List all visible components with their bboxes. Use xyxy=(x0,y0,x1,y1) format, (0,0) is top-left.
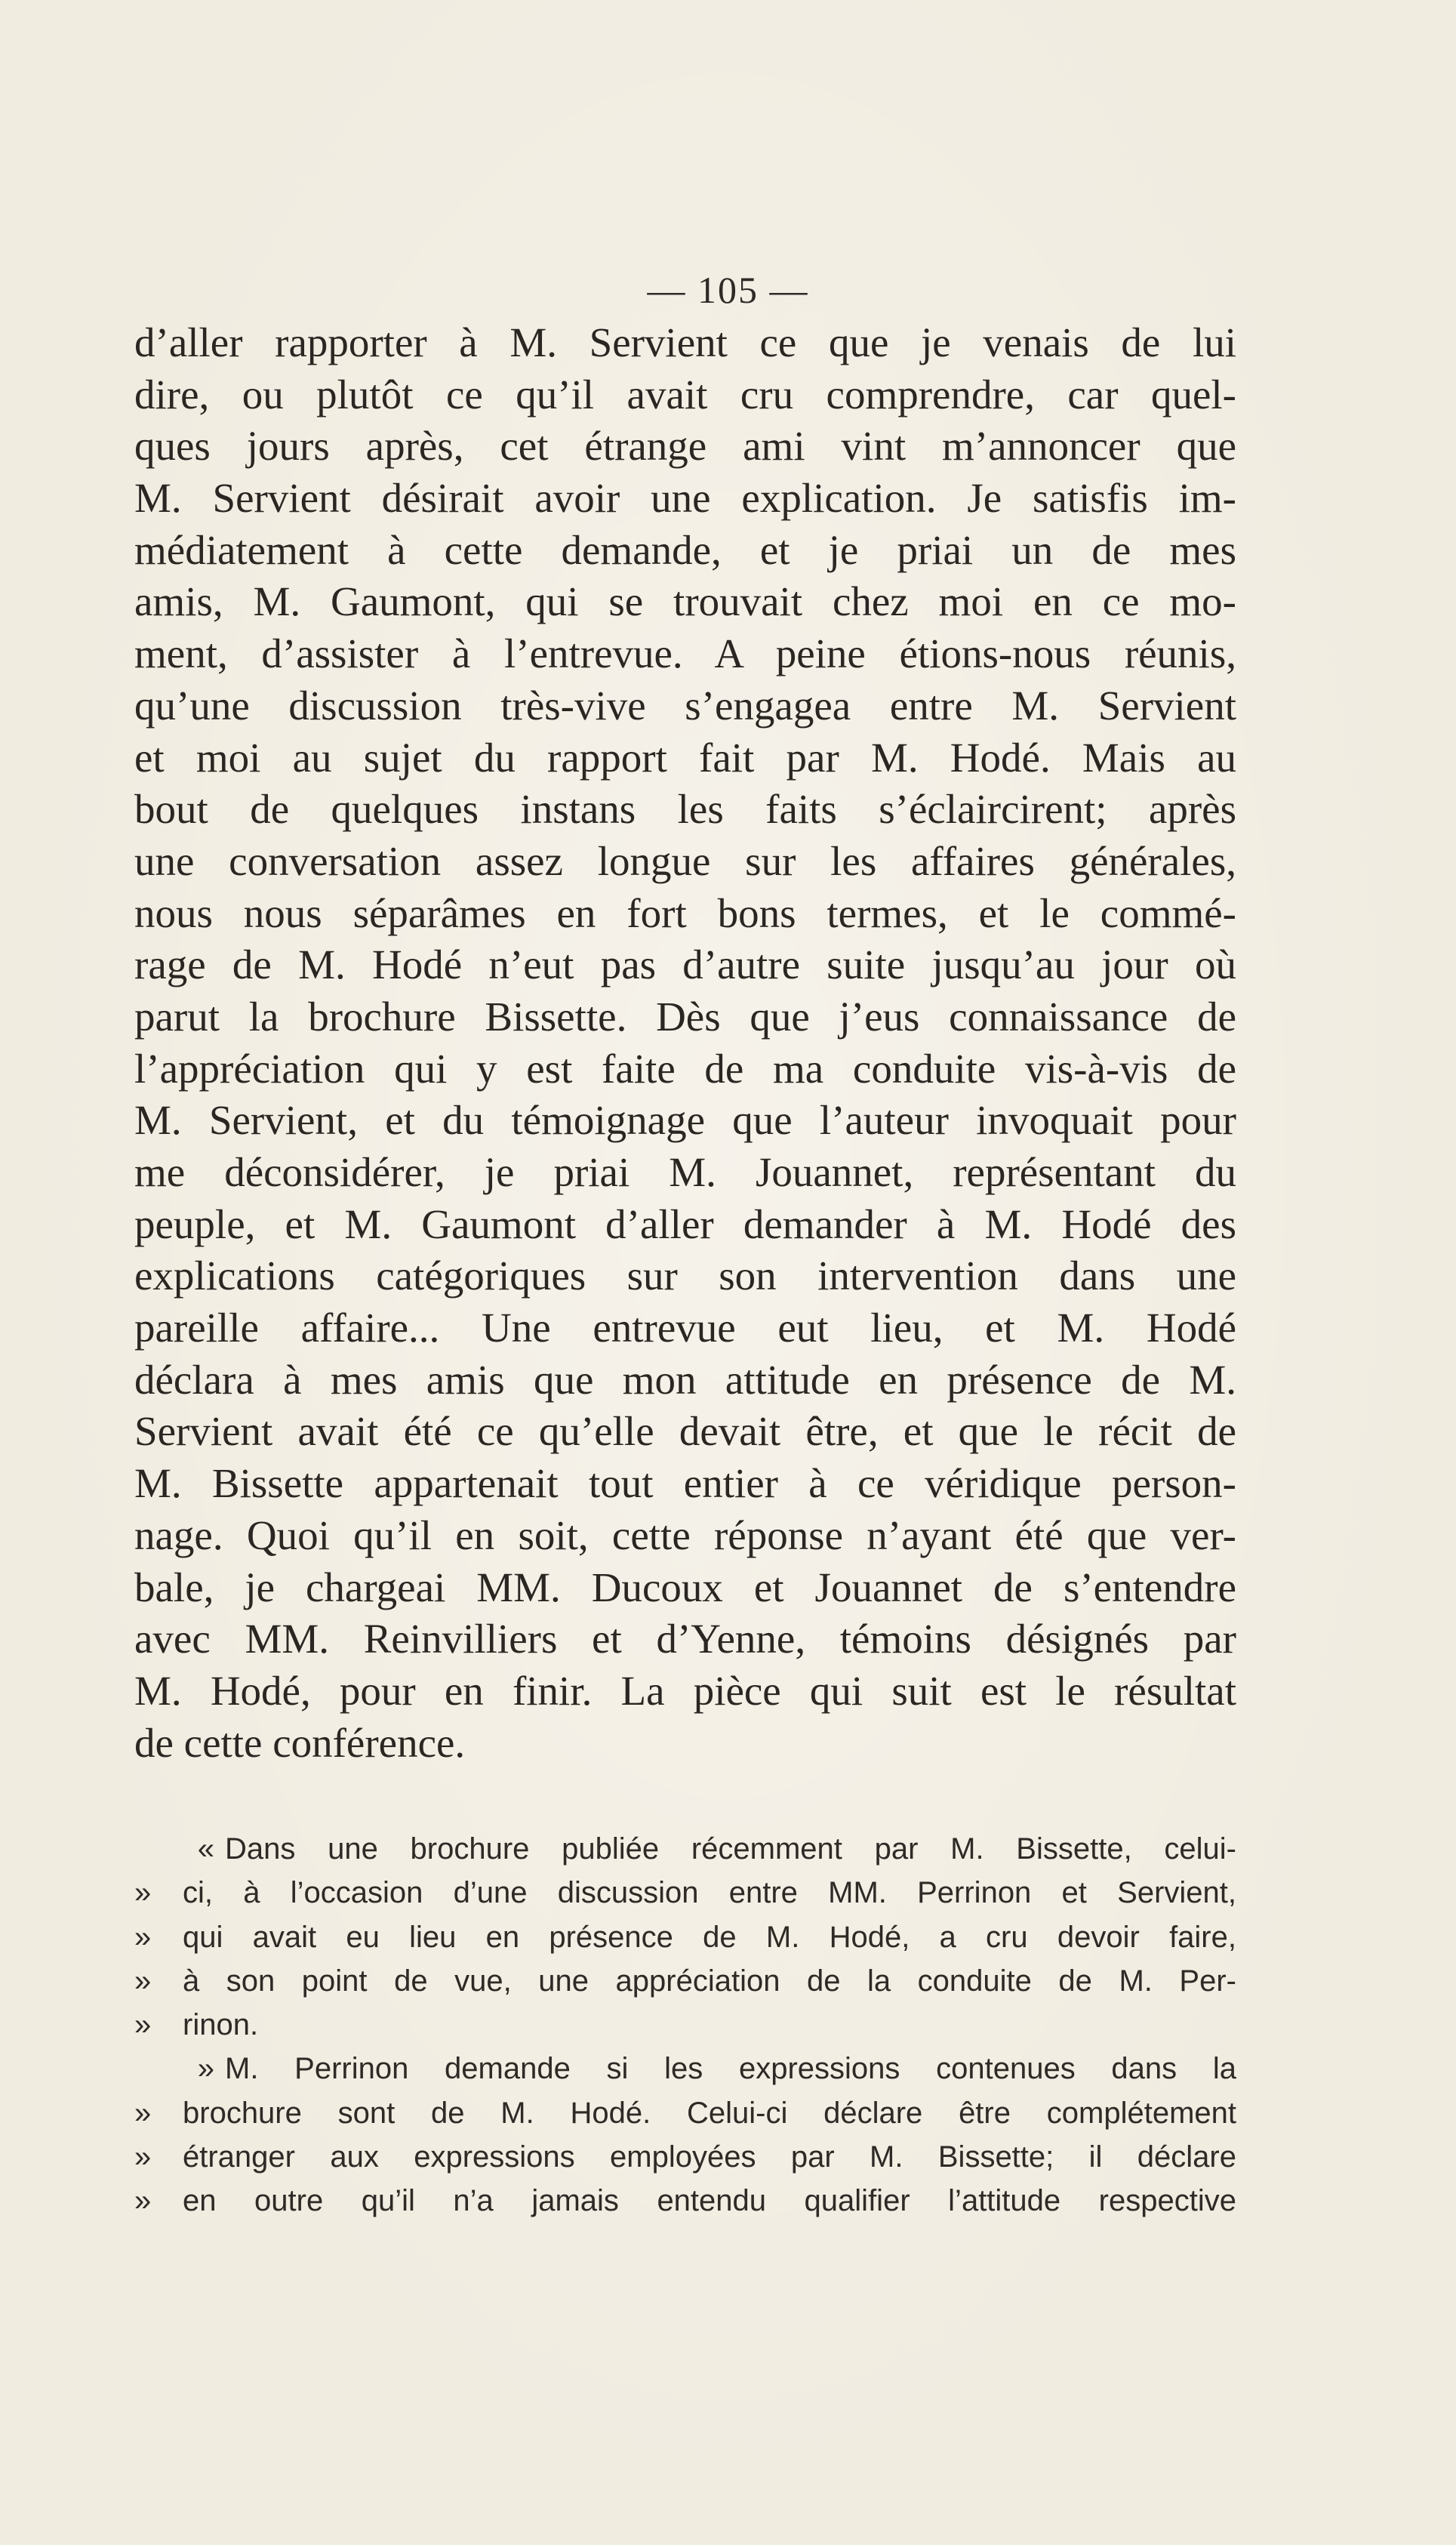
body-line: pareille affaire... Une entrevue eut lieu, et M. Hodé xyxy=(134,1305,1236,1351)
quote-line xyxy=(134,1915,1236,1959)
body-line: déclara à mes amis que mon attitude en présence de M. xyxy=(134,1356,1236,1403)
body-line: M. Servient, et du témoignage que l’auteur invoquait pour xyxy=(134,1097,1236,1144)
body-line: explications catégoriques sur son intervention dans une xyxy=(134,1252,1236,1299)
quote-line xyxy=(134,2135,1236,2179)
quote-mark: « xyxy=(197,1832,214,1866)
body-line: dire, ou plutôt ce qu’il avait cru comprendre, car quel- xyxy=(134,371,1236,417)
body-line: d’aller rapporter à M. Servient ce que je venais de lui xyxy=(134,319,1236,365)
quote-mark: » xyxy=(197,2052,214,2086)
body-line: avec MM. Reinvilliers et d’Yenne, témoins désignés par xyxy=(134,1616,1236,1662)
quote-mark: » xyxy=(134,2008,152,2042)
quote-line xyxy=(134,2003,1236,2047)
quote-mark: » xyxy=(134,2140,152,2174)
body-line: amis, M. Gaumont, qui se trouvait chez moi en ce mo- xyxy=(134,578,1236,625)
quote-line xyxy=(134,1827,1236,1871)
quote-text: brochure sont de M. Hodé. Celui-ci déclare être complétement xyxy=(183,2096,1236,2130)
body-line: nous nous séparâmes en fort bons termes, et le commé- xyxy=(134,889,1236,936)
body-line: bout de quelques instans les faits s’éclaircirent; après xyxy=(134,786,1236,833)
quote-text: Dans une brochure publiée récemment par M. Bissette, celui- xyxy=(225,1832,1236,1866)
body-line: parut la brochure Bissette. Dès que j’eus connaissance de xyxy=(134,993,1236,1040)
quote-text: à son point de vue, une appréciation de la conduite de M. Per- xyxy=(183,1964,1236,1998)
quote-text: M. Perrinon demande si les expressions contenues dans la xyxy=(225,2052,1236,2086)
body-line: qu’une discussion très-vive s’engagea entre M. Servient xyxy=(134,682,1236,729)
quote-mark: » xyxy=(134,2096,152,2130)
body-line: et moi au sujet du rapport fait par M. Hodé. Mais au xyxy=(134,734,1236,781)
quote-text: qui avait eu lieu en présence de M. Hodé, a cru devoir faire, xyxy=(183,1920,1236,1954)
quote-mark: » xyxy=(134,1964,152,1998)
quote-line xyxy=(134,2179,1236,2223)
quote-mark: » xyxy=(134,1920,152,1954)
body-line: de cette conférence. xyxy=(134,1719,466,1766)
quote-text: en outre qu’il n’a jamais entendu qualifier l’attitude respective xyxy=(183,2184,1236,2218)
body-line: médiatement à cette demande, et je priai un de mes xyxy=(134,526,1236,573)
body-line: me déconsidérer, je priai M. Jouannet, représentant du xyxy=(134,1149,1236,1195)
quote-mark: » xyxy=(134,2184,152,2218)
page-number: — 105 — xyxy=(647,269,809,311)
body-line: ques jours après, cet étrange ami vint m’annoncer que xyxy=(134,423,1236,470)
body-line: Servient avait été ce qu’elle devait être, et que le récit de xyxy=(134,1408,1236,1455)
quote-line xyxy=(134,2091,1236,2135)
body-line: nage. Quoi qu’il en soit, cette réponse n’ayant été que ver- xyxy=(134,1511,1236,1558)
body-line: M. Bissette appartenait tout entier à ce véridique person- xyxy=(134,1460,1236,1507)
body-line: une conversation assez longue sur les affaires générales, xyxy=(134,837,1236,884)
body-line: rage de M. Hodé n’eut pas d’autre suite jusqu’au jour où xyxy=(134,941,1236,988)
quote-line xyxy=(134,1959,1236,2003)
body-line: ment, d’assister à l’entrevue. A peine étions-nous réunis, xyxy=(134,630,1236,677)
body-text xyxy=(134,317,1236,1769)
quote-text: ci, à l’occasion d’une discussion entre MM. Perrinon et Servient, xyxy=(183,1876,1236,1910)
body-line: l’appréciation qui y est faite de ma conduite vis-à-vis de xyxy=(134,1045,1236,1092)
quote-line xyxy=(134,1871,1236,1915)
body-line: M. Hodé, pour en finir. La pièce qui suit est le résultat xyxy=(134,1667,1236,1714)
body-line: M. Servient désirait avoir une explication. Je satisfis im- xyxy=(134,475,1236,522)
quote-text: étranger aux expressions employées par M. Bissette; il déclare xyxy=(183,2140,1236,2174)
quoted-statement xyxy=(134,1827,1236,2223)
body-line: bale, je chargeai MM. Ducoux et Jouannet de s’entendre xyxy=(134,1564,1236,1610)
quote-mark: » xyxy=(134,1876,152,1910)
quote-line xyxy=(134,2047,1236,2091)
body-line: peuple, et M. Gaumont d’aller demander à M. Hodé des xyxy=(134,1200,1236,1247)
quote-text: rinon. xyxy=(183,2008,259,2042)
